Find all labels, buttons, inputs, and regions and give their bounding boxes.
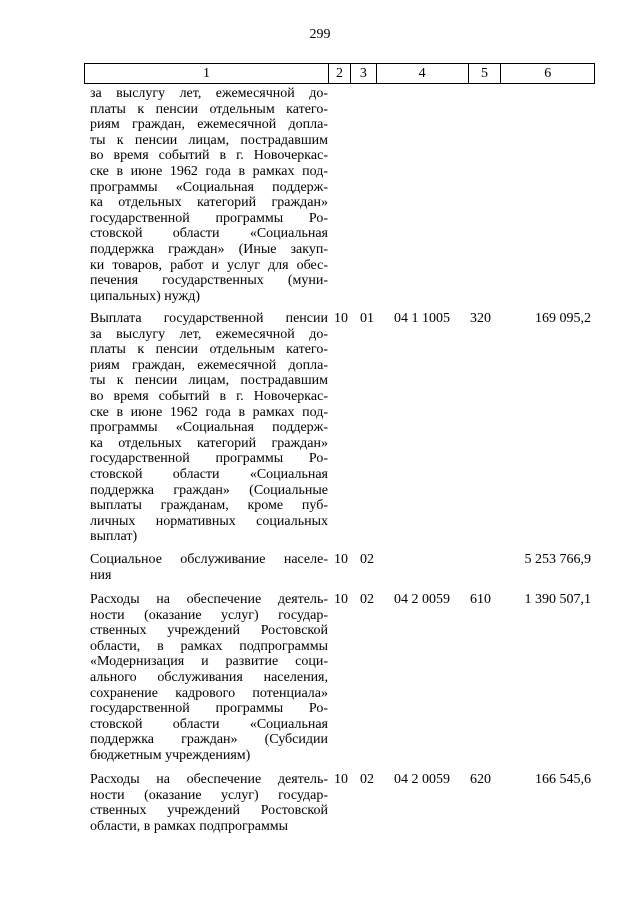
header-col-3: 3 (351, 64, 377, 83)
description-line: печения государственных (муни- (90, 273, 328, 289)
description-line: государственной программы Ро- (90, 210, 328, 226)
description-line: Расходы на обеспечение деятель- (90, 592, 328, 607)
description-line: ности (оказание услуг) государ- (90, 787, 328, 803)
description-line: ске в июне 1962 года в рамках под- (90, 163, 328, 179)
description-line: ка отдельных категорий граждан» (90, 435, 328, 451)
amount: 166 545,6 (535, 772, 591, 787)
table-header-row (84, 63, 595, 84)
description-line: выплаты гражданам, кроме пуб- (90, 498, 328, 514)
description-line: выплат) (90, 529, 138, 545)
description-line: ципальных) нужд) (90, 288, 201, 304)
header-col-1: 1 (85, 64, 329, 83)
description-line: за выслугу лет, ежемесячной до- (90, 326, 328, 342)
description-line: ты к пенсии лицам, пострадавшим (90, 373, 328, 389)
description-line: государственной программы Ро- (90, 451, 328, 467)
description-line: поддержка граждан» (Иные закуп- (90, 241, 328, 257)
description-line: платы к пенсии отдельным катего- (90, 342, 328, 358)
description-line: поддержка граждан» (Субсидии (90, 732, 328, 748)
description-line: ственных учреждений Ростовской (90, 623, 328, 639)
expense-type-code: 610 (470, 592, 491, 607)
description-line: области, в рамках подпрограммы (90, 818, 289, 834)
description-line: стовской области «Социальная (90, 716, 328, 732)
description-line: ности (оказание услуг) государ- (90, 607, 328, 623)
description-line: ка отдельных категорий граждан» (90, 195, 328, 211)
description-line: программы «Социальная поддерж- (90, 179, 328, 195)
page-number: 299 (309, 27, 331, 42)
header-col-4: 4 (377, 64, 469, 83)
row-description (90, 311, 328, 545)
expense-type-code: 320 (470, 311, 491, 326)
description-line: ального обслуживания населения, (90, 669, 328, 685)
description-line: «Модернизация и развитие соци- (90, 654, 328, 670)
subsection-code: 02 (360, 552, 374, 567)
description-line: риям граждан, ежемесячной допла- (90, 357, 328, 373)
subsection-code: 02 (360, 592, 374, 607)
description-line: бюджетным учреждениям) (90, 747, 251, 763)
row-description (90, 592, 328, 764)
description-line: платы к пенсии отдельным катего- (90, 101, 328, 117)
description-line: ске в июне 1962 года в рамках под- (90, 404, 328, 420)
description-line: во время событий в г. Новочеркас- (90, 388, 328, 404)
section-code: 10 (334, 311, 348, 326)
description-line: сохранение кадрового потенциала» (90, 685, 328, 701)
description-line: стовской области «Социальная (90, 466, 328, 482)
amount: 169 095,2 (535, 311, 591, 326)
section-code: 10 (334, 772, 348, 787)
row-description (90, 86, 328, 304)
description-line: Выплата государственной пенсии (90, 311, 328, 326)
description-line: государственной программы Ро- (90, 701, 328, 717)
description-line: ки товаров, работ и услуг для обес- (90, 257, 328, 273)
description-line: Расходы на обеспечение деятель- (90, 772, 328, 787)
section-code: 10 (334, 592, 348, 607)
subsection-code: 01 (360, 311, 374, 326)
description-line: Социальное обслуживание населе- (90, 552, 328, 567)
description-line: за выслугу лет, ежемесячной до- (90, 86, 328, 101)
header-col-5: 5 (469, 64, 502, 83)
target-article-code: 04 1 1005 (394, 311, 450, 326)
description-line: во время событий в г. Новочеркас- (90, 148, 328, 164)
row-description (90, 772, 328, 834)
amount: 1 390 507,1 (524, 592, 591, 607)
header-col-6: 6 (544, 66, 552, 81)
description-line: ты к пенсии лицам, пострадавшим (90, 132, 328, 148)
description-line: риям граждан, ежемесячной допла- (90, 117, 328, 133)
description-line: стовской области «Социальная (90, 226, 328, 242)
subsection-code: 02 (360, 772, 374, 787)
expense-type-code: 620 (470, 772, 491, 787)
description-line: поддержка граждан» (Социальные (90, 482, 328, 498)
description-line: ственных учреждений Ростовской (90, 803, 328, 819)
amount: 5 253 766,9 (524, 552, 591, 567)
target-article-code: 04 2 0059 (394, 592, 450, 607)
description-line: программы «Социальная поддерж- (90, 420, 328, 436)
description-line: ния (90, 567, 112, 583)
row-description (90, 552, 328, 583)
description-line: личных нормативных социальных (90, 513, 328, 529)
description-line: области, в рамках подпрограммы (90, 638, 328, 654)
header-col-2: 2 (329, 64, 351, 83)
section-code: 10 (334, 552, 348, 567)
target-article-code: 04 2 0059 (394, 772, 450, 787)
